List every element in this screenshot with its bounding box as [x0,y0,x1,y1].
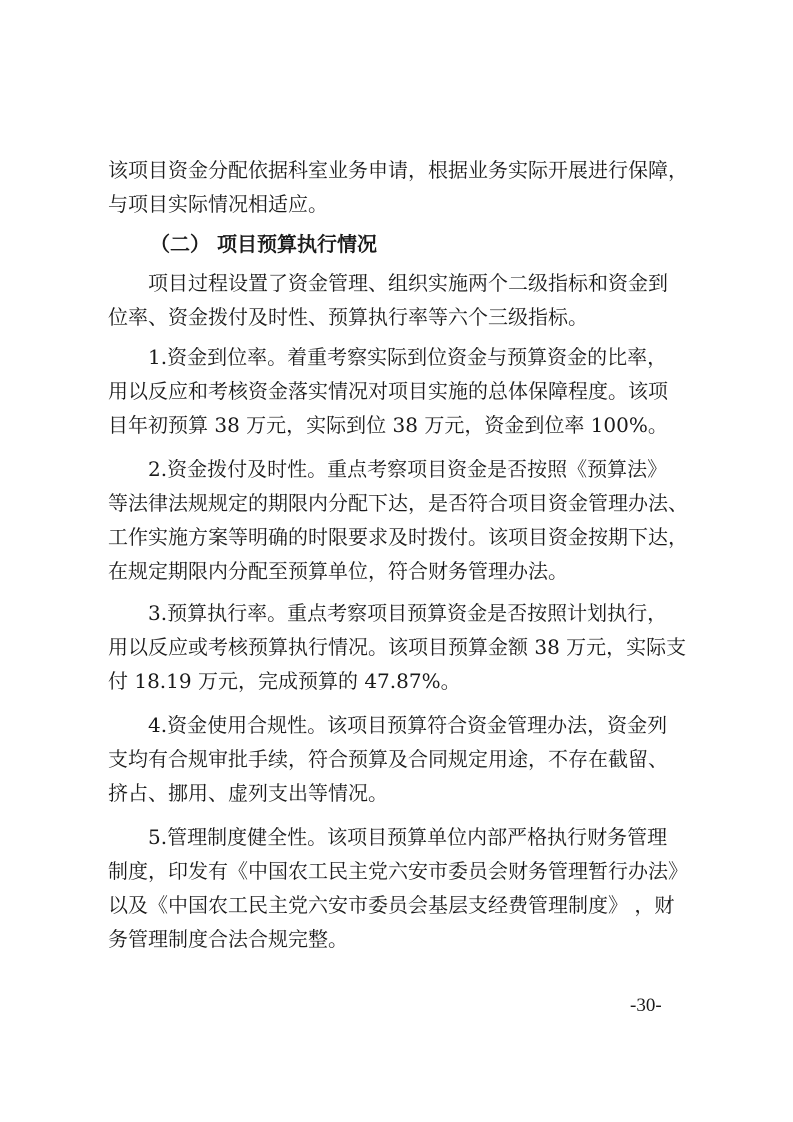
text-line: 目年初预算 38 万元，实际到位 38 万元，资金到位率 100%。 [108,413,668,437]
text-line: 付 18.19 万元，完成预算的 47.87%。 [108,669,461,693]
text-line: 2.资金拨付及时性。重点考察项目资金是否按照《预算法》 [148,457,668,481]
text-line: 5.管理制度健全性。该项目预算单位内部严格执行财务管理 [148,825,668,849]
text-line: 工作实施方案等明确的时限要求及时拨付。该项目资金按期下达， [108,525,688,549]
paragraph-intro [108,153,693,221]
text-line: 4.资金使用合规性。该项目预算符合资金管理办法，资金列 [148,713,668,737]
text-line: 支均有合规审批手续，符合预算及合同规定用途，不存在截留、 [108,747,668,771]
text-line: 位率、资金拨付及时性、预算执行率等六个三级指标。 [108,305,588,329]
paragraph-item-1 [108,340,693,442]
text-line: 在规定期限内分配至预算单位，符合财务管理办法。 [108,559,568,583]
text-line: 等法律法规规定的期限内分配下达，是否符合项目资金管理办法、 [108,491,688,515]
paragraph-overview [108,266,693,334]
text-line: 用以反应或考核预算执行情况。该项目预算金额 38 万元，实际支 [108,635,687,659]
text-line: 以及《中国农工民主党六安市委员会基层支经费管理制度》 ，财 [108,893,675,917]
page-number: -30- [630,995,662,1016]
section-heading: （二） 项目预算执行情况 [150,232,377,256]
text-line: 务管理制度合法合规完整。 [108,927,348,951]
paragraph-item-5 [108,820,693,956]
paragraph-item-2 [108,452,693,588]
paragraph-item-3 [108,596,693,698]
text-line: 用以反应和考核资金落实情况对项目实施的总体保障程度。该项 [108,379,668,403]
text-line: 挤占、挪用、虚列支出等情况。 [108,781,388,805]
paragraph-item-4 [108,708,693,810]
text-line: 制度，印发有《中国农工民主党六安市委员会财务管理暂行办法》 [108,859,688,883]
text-line: 项目过程设置了资金管理、组织实施两个二级指标和资金到 [148,271,668,295]
text-line: 3.预算执行率。重点考察项目预算资金是否按照计划执行， [148,601,668,625]
text-line: 该项目资金分配依据科室业务申请，根据业务实际开展进行保障， [108,158,688,182]
text-line: 1.资金到位率。着重考察实际到位资金与预算资金的比率， [148,345,668,369]
text-line: 与项目实际情况相适应。 [108,192,328,216]
